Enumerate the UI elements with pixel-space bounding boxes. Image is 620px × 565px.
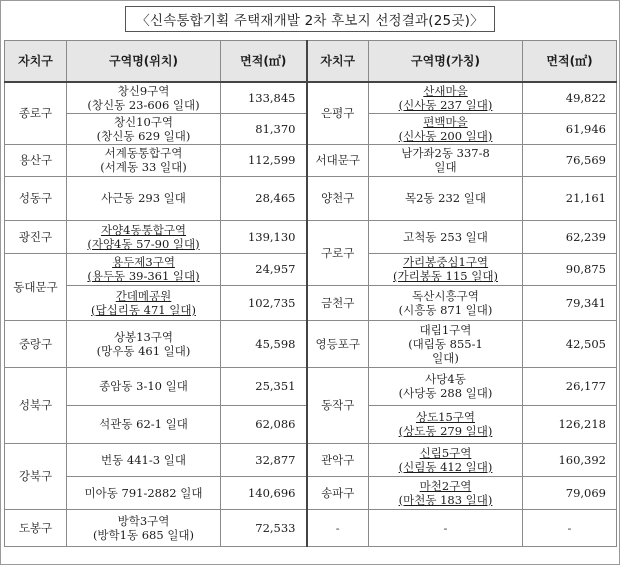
district-cell: 강북구	[5, 443, 67, 509]
zone-name: 산새마을	[423, 83, 468, 98]
table-row	[5, 82, 617, 113]
col-header-district-right: 자치구	[307, 41, 369, 83]
area-cell: 72,533	[221, 509, 307, 546]
zone-location: (가리봉동 115 일대)	[393, 269, 498, 283]
zone-name: 용두제3구역	[112, 255, 175, 269]
area-cell: 26,177	[523, 367, 617, 405]
district-cell: 금천구	[307, 285, 369, 320]
district-cell: 구로구	[307, 220, 369, 285]
zone-cell	[67, 443, 221, 476]
zone-name: 편백마을	[423, 114, 468, 129]
zone-location: (마천동 183 일대)	[398, 492, 493, 507]
table-row	[5, 285, 617, 320]
zone-cell	[67, 405, 221, 443]
zone-name: 번동 441-3 일대	[101, 452, 186, 467]
zone-name: 신림5구역	[419, 445, 472, 460]
zone-location: (시흥동 871 일대)	[398, 302, 493, 317]
area-cell: 45,598	[221, 320, 307, 367]
table-row	[5, 144, 617, 176]
zone-location: (대림동 855-1	[408, 336, 483, 351]
area-cell: 61,946	[523, 113, 617, 144]
zone-cell	[369, 443, 523, 476]
zone-location-cont: 일대)	[432, 350, 459, 365]
zone-cell	[67, 253, 221, 285]
zone-cell	[369, 82, 523, 113]
district-cell: 송파구	[307, 476, 369, 509]
area-cell: 25,351	[221, 367, 307, 405]
zone-location: (신림동 412 일대)	[398, 459, 493, 474]
district-cell: 광진구	[5, 220, 67, 253]
col-header-area-left: 면적(㎡)	[221, 41, 307, 83]
zone-cell	[67, 113, 221, 144]
district-cell: 동작구	[307, 367, 369, 443]
area-cell: 49,822	[523, 82, 617, 113]
zone-cell	[369, 253, 523, 285]
col-header-district: 자치구	[5, 41, 67, 83]
zone-name: 종암동 3-10 일대	[99, 379, 188, 393]
zone-location: (창신동 629 일대)	[96, 128, 191, 143]
zone-cell	[369, 285, 523, 320]
zone-location: (망우동 461 일대)	[96, 343, 191, 358]
area-cell: 24,957	[221, 253, 307, 285]
district-cell: 서대문구	[307, 144, 369, 176]
zone-cell	[369, 320, 523, 367]
zone-location: (신사동 237 일대)	[398, 97, 493, 112]
district-cell: 영등포구	[307, 320, 369, 367]
table-row	[5, 443, 617, 476]
area-cell: 79,341	[523, 285, 617, 320]
zone-name: 목2동 232 일대	[404, 191, 486, 205]
district-cell: 중랑구	[5, 320, 67, 367]
zone-cell	[67, 476, 221, 509]
area-cell: 79,069	[523, 476, 617, 509]
district-cell: 동대문구	[5, 253, 67, 320]
zone-name: 간데메공원	[115, 288, 172, 303]
zone-name: 대림1구역	[419, 322, 472, 337]
area-cell: 62,239	[523, 220, 617, 253]
zone-location: (자양4동 57-90 일대)	[87, 236, 200, 251]
district-cell: 도봉구	[5, 509, 67, 546]
area-cell: 32,877	[221, 443, 307, 476]
area-cell: 133,845	[221, 82, 307, 113]
area-cell: 28,465	[221, 176, 307, 220]
zone-location: (신사동 200 일대)	[398, 128, 493, 143]
zone-cell	[67, 220, 221, 253]
zone-cell	[67, 285, 221, 320]
zone-name: 사근동 293 일대	[101, 191, 186, 205]
area-cell: 21,161	[523, 176, 617, 220]
header-row	[5, 41, 617, 83]
col-header-zone-right: 구역명(가칭)	[369, 41, 523, 83]
zone-location: (답십리동 471 일대)	[91, 302, 196, 317]
table-row	[5, 320, 617, 367]
area-cell: 81,370	[221, 113, 307, 144]
district-cell: 종로구	[5, 82, 67, 144]
area-cell: 160,392	[523, 443, 617, 476]
district-cell: 관악구	[307, 443, 369, 476]
area-cell: 139,130	[221, 220, 307, 253]
area-cell: 90,875	[523, 253, 617, 285]
table-row	[5, 176, 617, 220]
area-cell: 126,218	[523, 405, 617, 443]
district-cell: 양천구	[307, 176, 369, 220]
col-header-zone-left: 구역명(위치)	[67, 41, 221, 83]
zone-location: (창신동 23-606 일대)	[87, 97, 200, 112]
zone-cell	[67, 144, 221, 176]
zone-name: 상도15구역	[415, 410, 476, 424]
zone-name: 남가좌2동 337-8	[401, 146, 490, 160]
district-cell: 성북구	[5, 367, 67, 443]
area-cell: 42,505	[523, 320, 617, 367]
zone-name: 사당4동	[425, 372, 466, 386]
zone-cell-empty: -	[369, 509, 523, 546]
table-row	[5, 476, 617, 509]
zone-name: 서계동통합구역	[104, 146, 183, 160]
results-table	[4, 40, 617, 547]
zone-location: 일대	[434, 160, 457, 174]
district-cell: 성동구	[5, 176, 67, 220]
zone-cell	[67, 176, 221, 220]
zone-cell	[369, 476, 523, 509]
zone-name: 방학3구역	[117, 513, 170, 528]
zone-name: 마천2구역	[419, 478, 472, 493]
area-cell: 62,086	[221, 405, 307, 443]
zone-name: 석관동 62-1 일대	[99, 417, 188, 431]
zone-name: 창신9구역	[117, 83, 170, 98]
zone-cell	[369, 220, 523, 253]
zone-cell	[67, 320, 221, 367]
zone-location: (상도동 279 일대)	[398, 424, 493, 438]
table-row	[5, 367, 617, 405]
zone-cell	[67, 82, 221, 113]
table-row	[5, 509, 617, 546]
district-cell: 은평구	[307, 82, 369, 144]
zone-name: 상봉13구역	[113, 329, 174, 344]
zone-cell	[369, 144, 523, 176]
area-cell: 76,569	[523, 144, 617, 176]
area-cell-empty: -	[523, 509, 617, 546]
area-cell: 140,696	[221, 476, 307, 509]
zone-cell	[67, 367, 221, 405]
zone-cell	[369, 405, 523, 443]
col-header-area-right: 면적(㎡)	[523, 41, 617, 83]
area-cell: 102,735	[221, 285, 307, 320]
district-cell-empty: -	[307, 509, 369, 546]
title-area	[0, 6, 620, 32]
district-cell: 용산구	[5, 144, 67, 176]
page-title: 〈신속통합기획 주택재개발 2차 후보지 선정결과(25곳)〉	[125, 6, 495, 32]
zone-name: 미아동 791-2882 일대	[84, 485, 203, 500]
zone-location: (용두동 39-361 일대)	[87, 269, 200, 283]
zone-cell	[369, 176, 523, 220]
zone-location: (방학1동 685 일대)	[92, 527, 195, 542]
zone-cell	[67, 509, 221, 546]
zone-name: 창신10구역	[113, 114, 174, 129]
zone-name: 가리봉중심1구역	[402, 255, 489, 269]
zone-location: (사당동 288 일대)	[398, 386, 493, 400]
zone-location: (서계동 33 일대)	[100, 160, 187, 174]
zone-cell	[369, 113, 523, 144]
zone-name: 고척동 253 일대	[403, 229, 488, 244]
table-row	[5, 220, 617, 253]
zone-name: 자양4동통합구역	[100, 222, 187, 237]
area-cell: 112,599	[221, 144, 307, 176]
zone-cell	[369, 367, 523, 405]
zone-name: 독산시흥구역	[412, 288, 479, 303]
